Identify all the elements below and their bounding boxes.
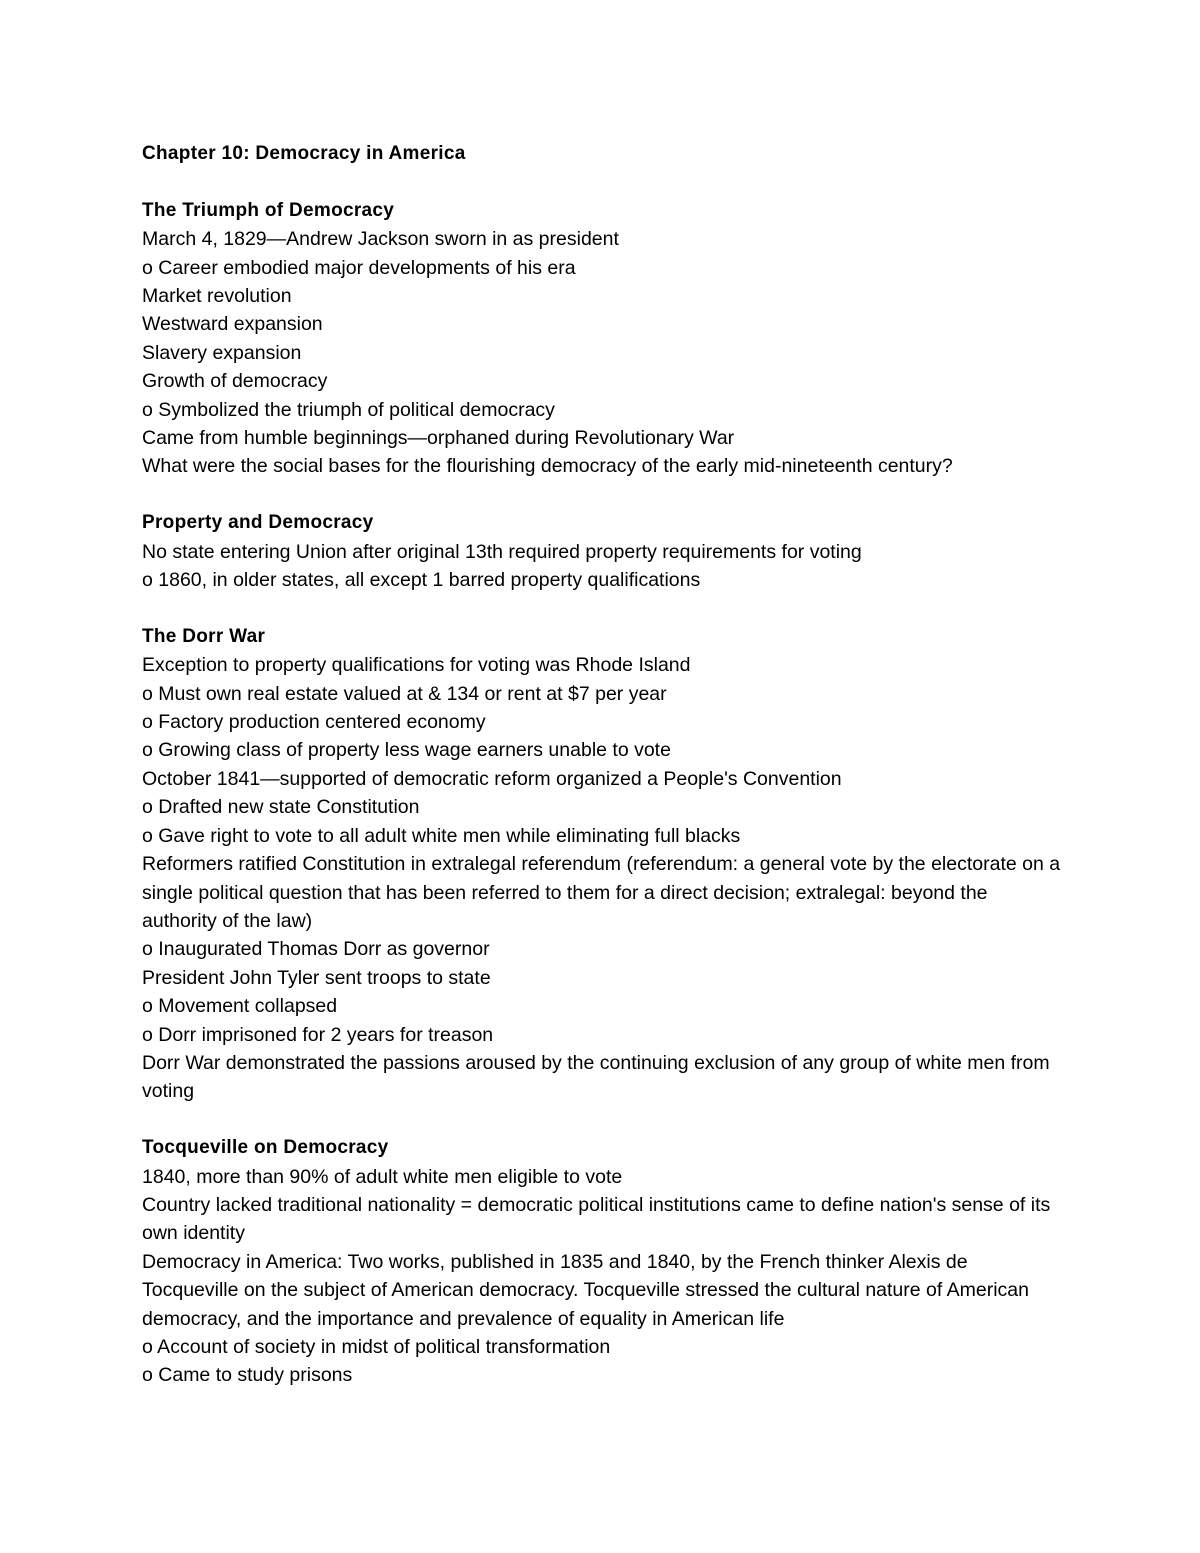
note-line: o Gave right to vote to all adult white men while eliminating full blacks — [142, 824, 741, 847]
note-line: o Account of society in midst of political transformation — [142, 1336, 611, 1358]
note-line: o Symbolized the triumph of political democracy — [142, 398, 555, 421]
section-heading: The Triumph of Democracy — [142, 199, 395, 221]
note-line: o Growing class of property less wage earners unable to vote — [142, 739, 671, 762]
note-paragraph: Reformers ratified Constitution in extralegal referendum (referendum: a general vote by the electorate on a single political question that has been referred to them for a direct decision; extralegal: beyond the authority of the law) — [142, 853, 1061, 932]
note-line: o Dorr imprisoned for 2 years for treason — [142, 1023, 494, 1046]
section-heading: Property and Democracy — [142, 512, 374, 534]
note-line: o Career embodied major developments of his era — [142, 256, 576, 279]
section-heading: Tocqueville on Democracy — [142, 1137, 389, 1159]
spacer — [142, 594, 1062, 622]
note-line: o Drafted new state Constitution — [142, 796, 420, 819]
note-line: No state entering Union after original 13th required property requirements for voting — [142, 540, 862, 563]
note-line: o Came to study prisons — [142, 1364, 353, 1387]
note-line: March 4, 1829—Andrew Jackson sworn in as president — [142, 228, 619, 251]
note-line: Westward expansion — [142, 313, 323, 336]
note-line: Exception to property qualifications for voting was Rhode Island — [142, 654, 691, 677]
note-line: o Movement collapsed — [142, 995, 338, 1018]
section-property-and-democracy — [142, 509, 1062, 594]
section-dorr-war — [142, 623, 1062, 1106]
document-page — [142, 140, 1062, 1390]
note-line: President John Tyler sent troops to state — [142, 966, 491, 989]
note-paragraph: Country lacked traditional nationality = democratic political institutions came to define nation's sense of its own identity — [142, 1193, 1051, 1245]
note-line: What were the social bases for the flourishing democracy of the early mid-nineteenth century? — [142, 455, 953, 478]
note-line: o 1860, in older states, all except 1 barred property qualifications — [142, 569, 701, 592]
note-line: Came from humble beginnings—orphaned during Revolutionary War — [142, 427, 735, 450]
section-heading: The Dorr War — [142, 625, 266, 647]
note-paragraph: Democracy in America: Two works, published in 1835 and 1840, by the French thinker Alexis de Tocqueville on the subject of American democracy. Tocqueville stressed the cultural nature of American democracy, and the importance and prevalence of equality in American life — [142, 1250, 1029, 1330]
note-line: o Inaugurated Thomas Dorr as governor — [142, 938, 490, 961]
note-line: Growth of democracy — [142, 370, 328, 393]
note-line: o Must own real estate valued at & 134 or rent at $7 per year — [142, 682, 667, 705]
note-line: 1840, more than 90% of adult white men eligible to vote — [142, 1165, 623, 1188]
note-line: Slavery expansion — [142, 341, 302, 364]
note-line: Market revolution — [142, 285, 292, 308]
note-line: October 1841—supported of democratic reform organized a People's Convention — [142, 767, 842, 790]
section-triumph-of-democracy — [142, 197, 1062, 481]
section-tocqueville-on-democracy — [142, 1134, 1062, 1390]
note-line: o Factory production centered economy — [142, 711, 486, 734]
chapter-title: Chapter 10: Democracy in America — [142, 143, 466, 164]
note-paragraph: Dorr War demonstrated the passions aroused by the continuing exclusion of any group of white men from voting — [142, 1051, 1050, 1103]
spacer — [142, 1106, 1062, 1134]
spacer — [142, 168, 1062, 196]
spacer — [142, 481, 1062, 509]
